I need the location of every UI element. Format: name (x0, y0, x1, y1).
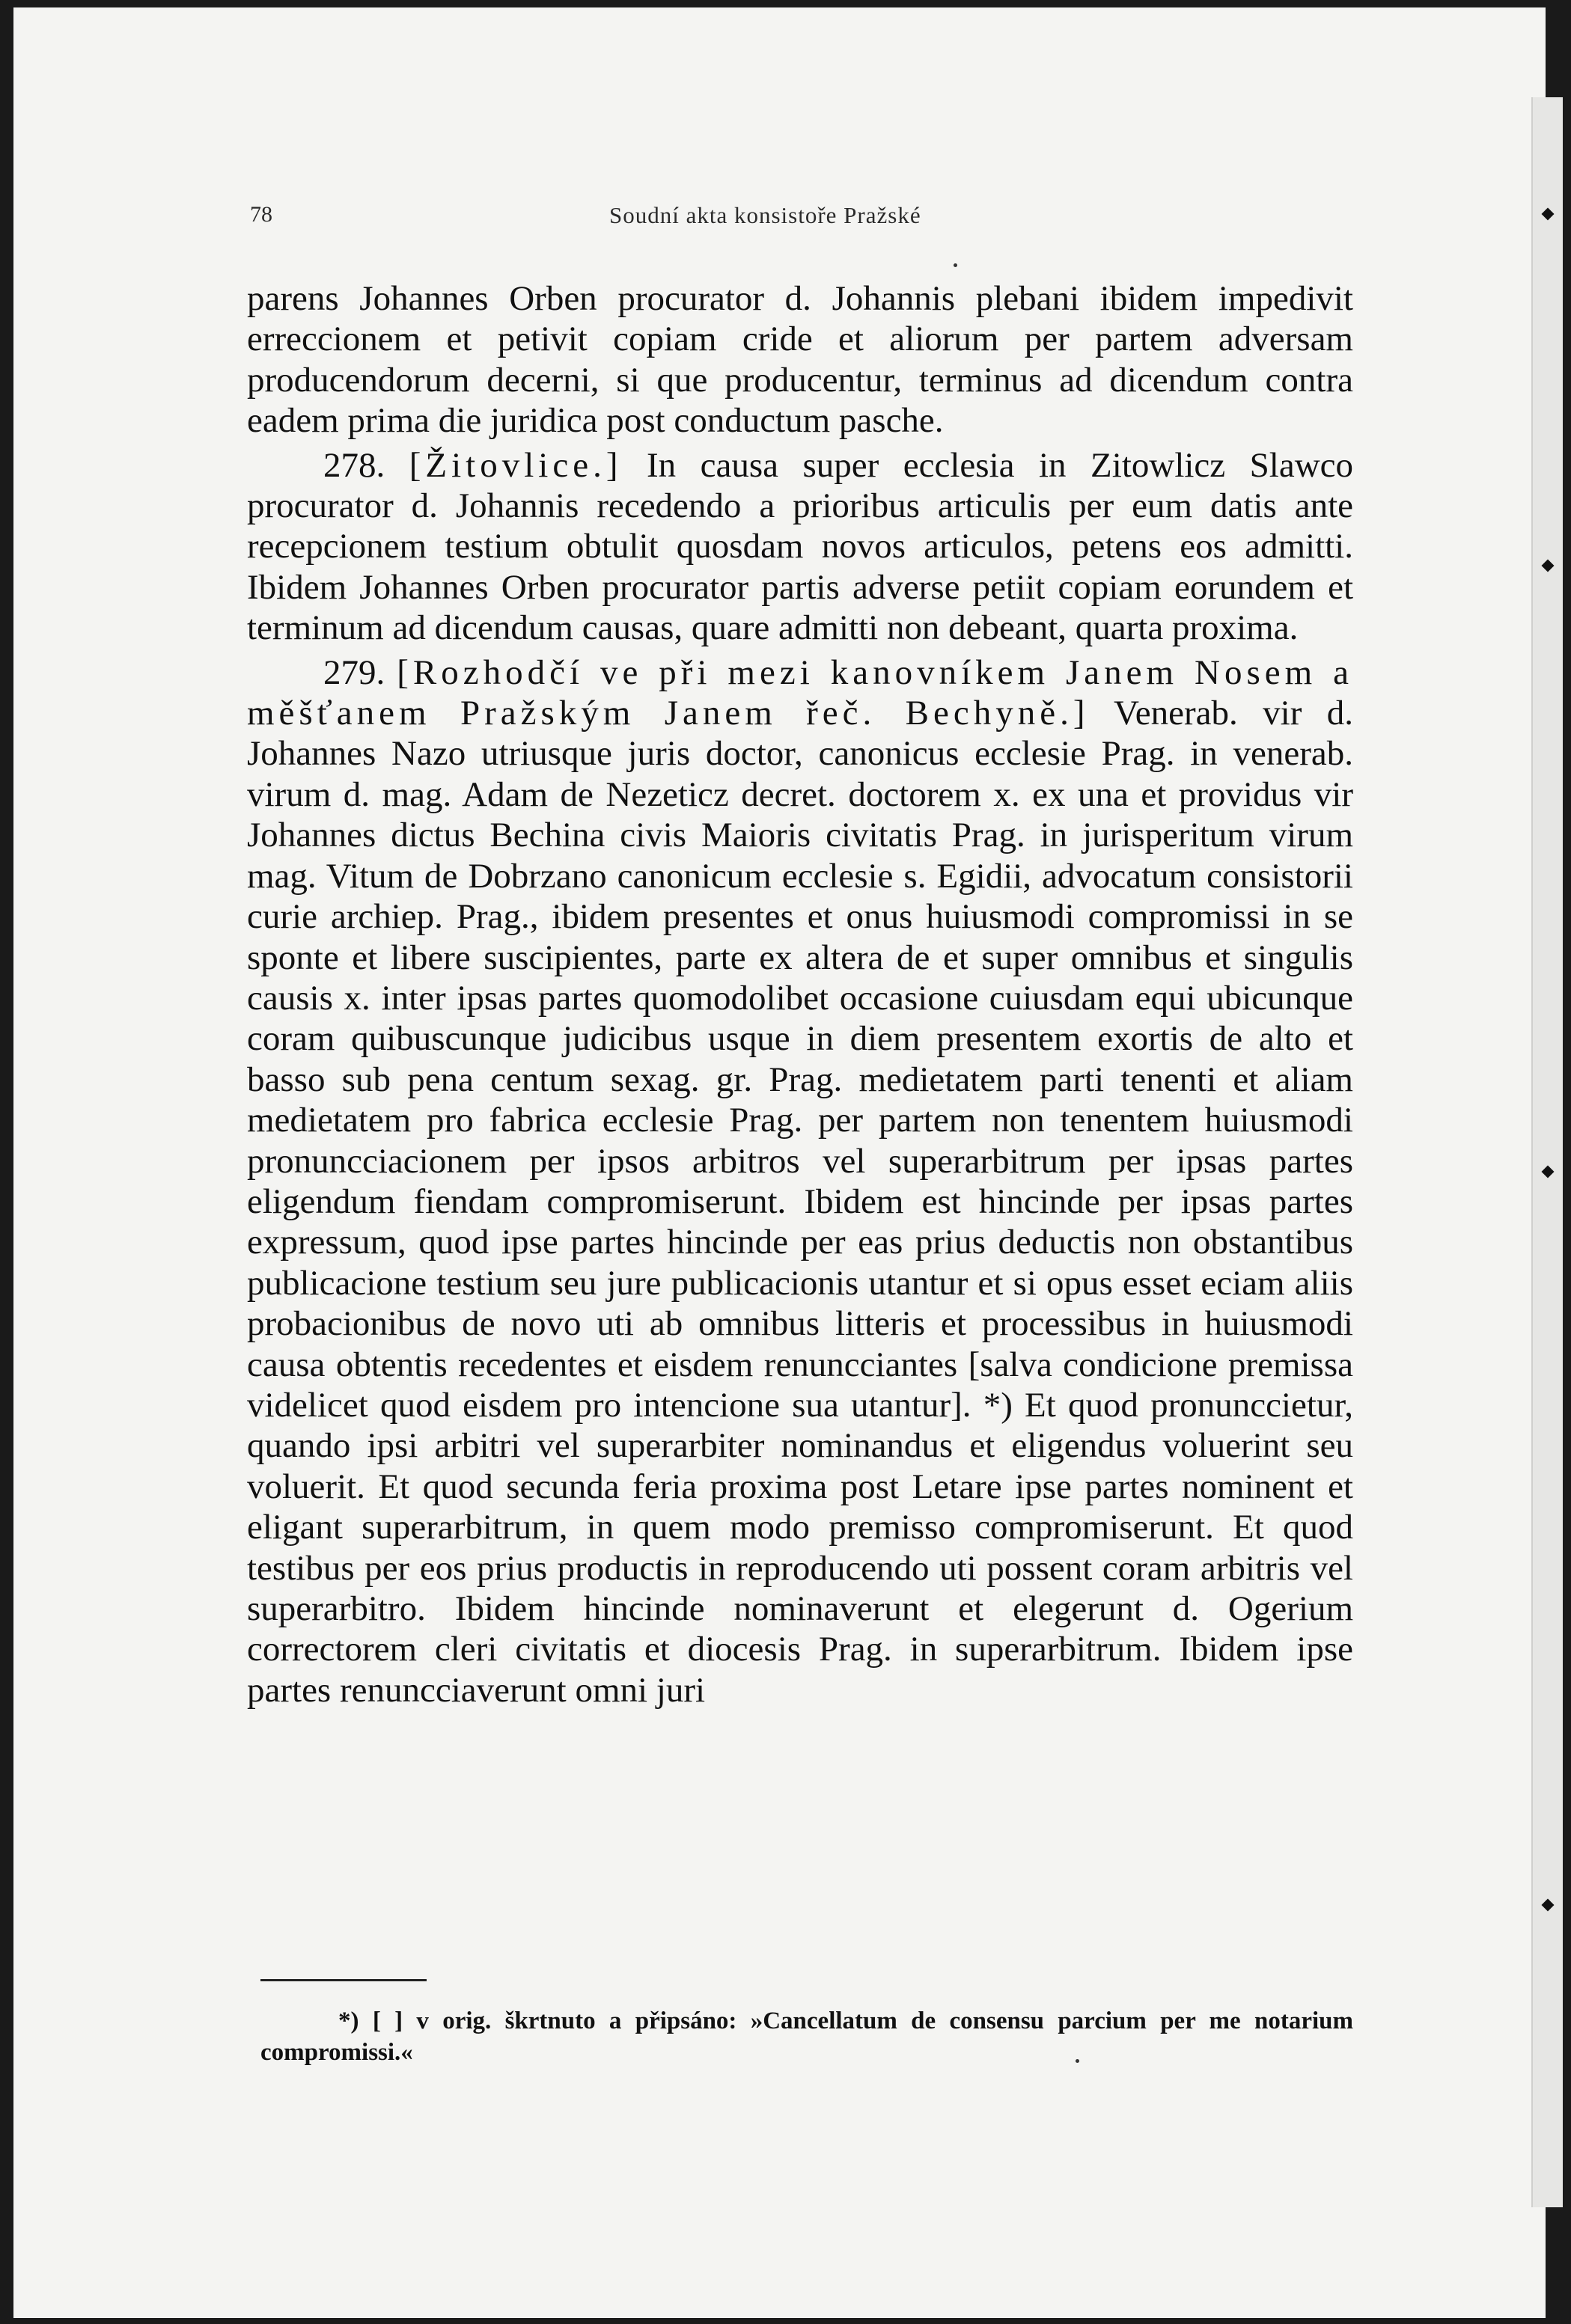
entry-text: Venerab. vir d. Johannes Nazo utriusque juris doctor, canonicus ecclesie Prag. in venerab. virum d. mag. Adam de Nezeticz decret. doctorem x. ex una et providus vir Johannes dictus Bechina civis Maioris civitatis Prag. in jurisperitum virum mag. Vitum de Dobrzano canonicum ecclesie s. Egidii, advocatum consistorii curie archiep. Prag., ibidem presentes et onus huiusmodi compromissi in se sponte et libere suscipientes, parte ex altera de et super omnibus et singulis causis x. inter ipsas partes quomodolibet occasione cuiusdam equi ubicunque coram quibuscunque judicibus usque in diem presentem exortis de alto et basso sub pena centum sexag. gr. Prag. medietatem parti tenenti et aliam medietatem pro fabrica ecclesie Prag. per partem non tenentem huiusmodi pronuncciacionem per ipsos arbitros vel superarbitrum per ipsas partes eligendum fiendam compromiserunt. Ibidem est hincinde per ipsas partes expressum, quod ipse partes hincinde per eas prius deductis non obstantibus publicacione testium seu jure publicacionis utantur et si opus esset eciam aliis probacionibus de novo uti ab omnibus litteris et processibus in huiusmodi causa obtentis recedentes et eisdem renuncciantes [salva condicione premissa videlicet quod eisdem pro intencione sua utantur]. *) Et quod pronunccietur, quando ipsi arbitri vel superarbiter nominandus et eligendus voluerint seu voluerit. Et quod secunda feria proxima post Letare ipse partes nominent et eligant superarbitrum, in quem modo premisso compromiserunt. Et quod testibus per eos prius productis in reproducendo uti possent coram arbitris vel superarbitro. Ibidem hincinde nominaverunt et elegerunt d. Ogerium correctorem cleri civitatis et diocesis Prag. in superarbitrum. Ibidem ipse partes renuncciaverunt omni juri (247, 694, 1353, 1710)
edge-mark (1542, 560, 1555, 572)
page-number: 78 (250, 202, 272, 227)
running-title: Soudní akta konsistoře Pražské (609, 202, 921, 228)
footnote-text: [ ] v orig. škrtnuto a připsáno: »Cancellatum de consensu parcium per me notarium compromissi.« (260, 2007, 1353, 2066)
entry-place: [Žitovlice.] (409, 445, 623, 485)
entry-279 (247, 652, 1353, 1711)
edge-mark (1542, 1166, 1555, 1178)
scan-speck (1076, 2059, 1079, 2063)
edge-mark (1542, 208, 1555, 221)
footnote-rule (260, 1979, 427, 1981)
entry-heading: [Rozhodčí ve při mezi kanovníkem Janem Nosem a měšťanem Pražským Janem řeč. Bechyně.] (247, 652, 1354, 733)
entry-text: In causa super ecclesia in Zitowlicz Slawco procurator d. Johannis recedendo a prioribus articulis per eum datis ante recepcionem testium obtulit quosdam novos articulos, petens eos admitti. Ibidem Johannes Orben procurator partis adverse petiit copiam eorundem et terminum ad dicendum causas, quare admitti non debeant, quarta proxima. (247, 445, 1354, 648)
page-header (250, 196, 1346, 233)
scan-speck (954, 263, 957, 267)
footnote (260, 2005, 1353, 2068)
footnote-marker: *) (338, 2007, 359, 2034)
main-text (247, 278, 1353, 1710)
entry-number: 279. (323, 652, 385, 692)
entry-278 (247, 445, 1353, 649)
page-edge (1531, 97, 1563, 2207)
continuation-paragraph: parens Johannes Orben procurator d. Johannis plebani ibidem impedivit erreccionem et petivit copiam cride et aliorum per partem adversam producendorum decerni, si que producentur, terminus ad dicendum contra eadem prima die juridica post conductum pasche. (247, 279, 1353, 441)
edge-mark (1542, 1899, 1555, 1912)
entry-number: 278. (323, 445, 385, 485)
